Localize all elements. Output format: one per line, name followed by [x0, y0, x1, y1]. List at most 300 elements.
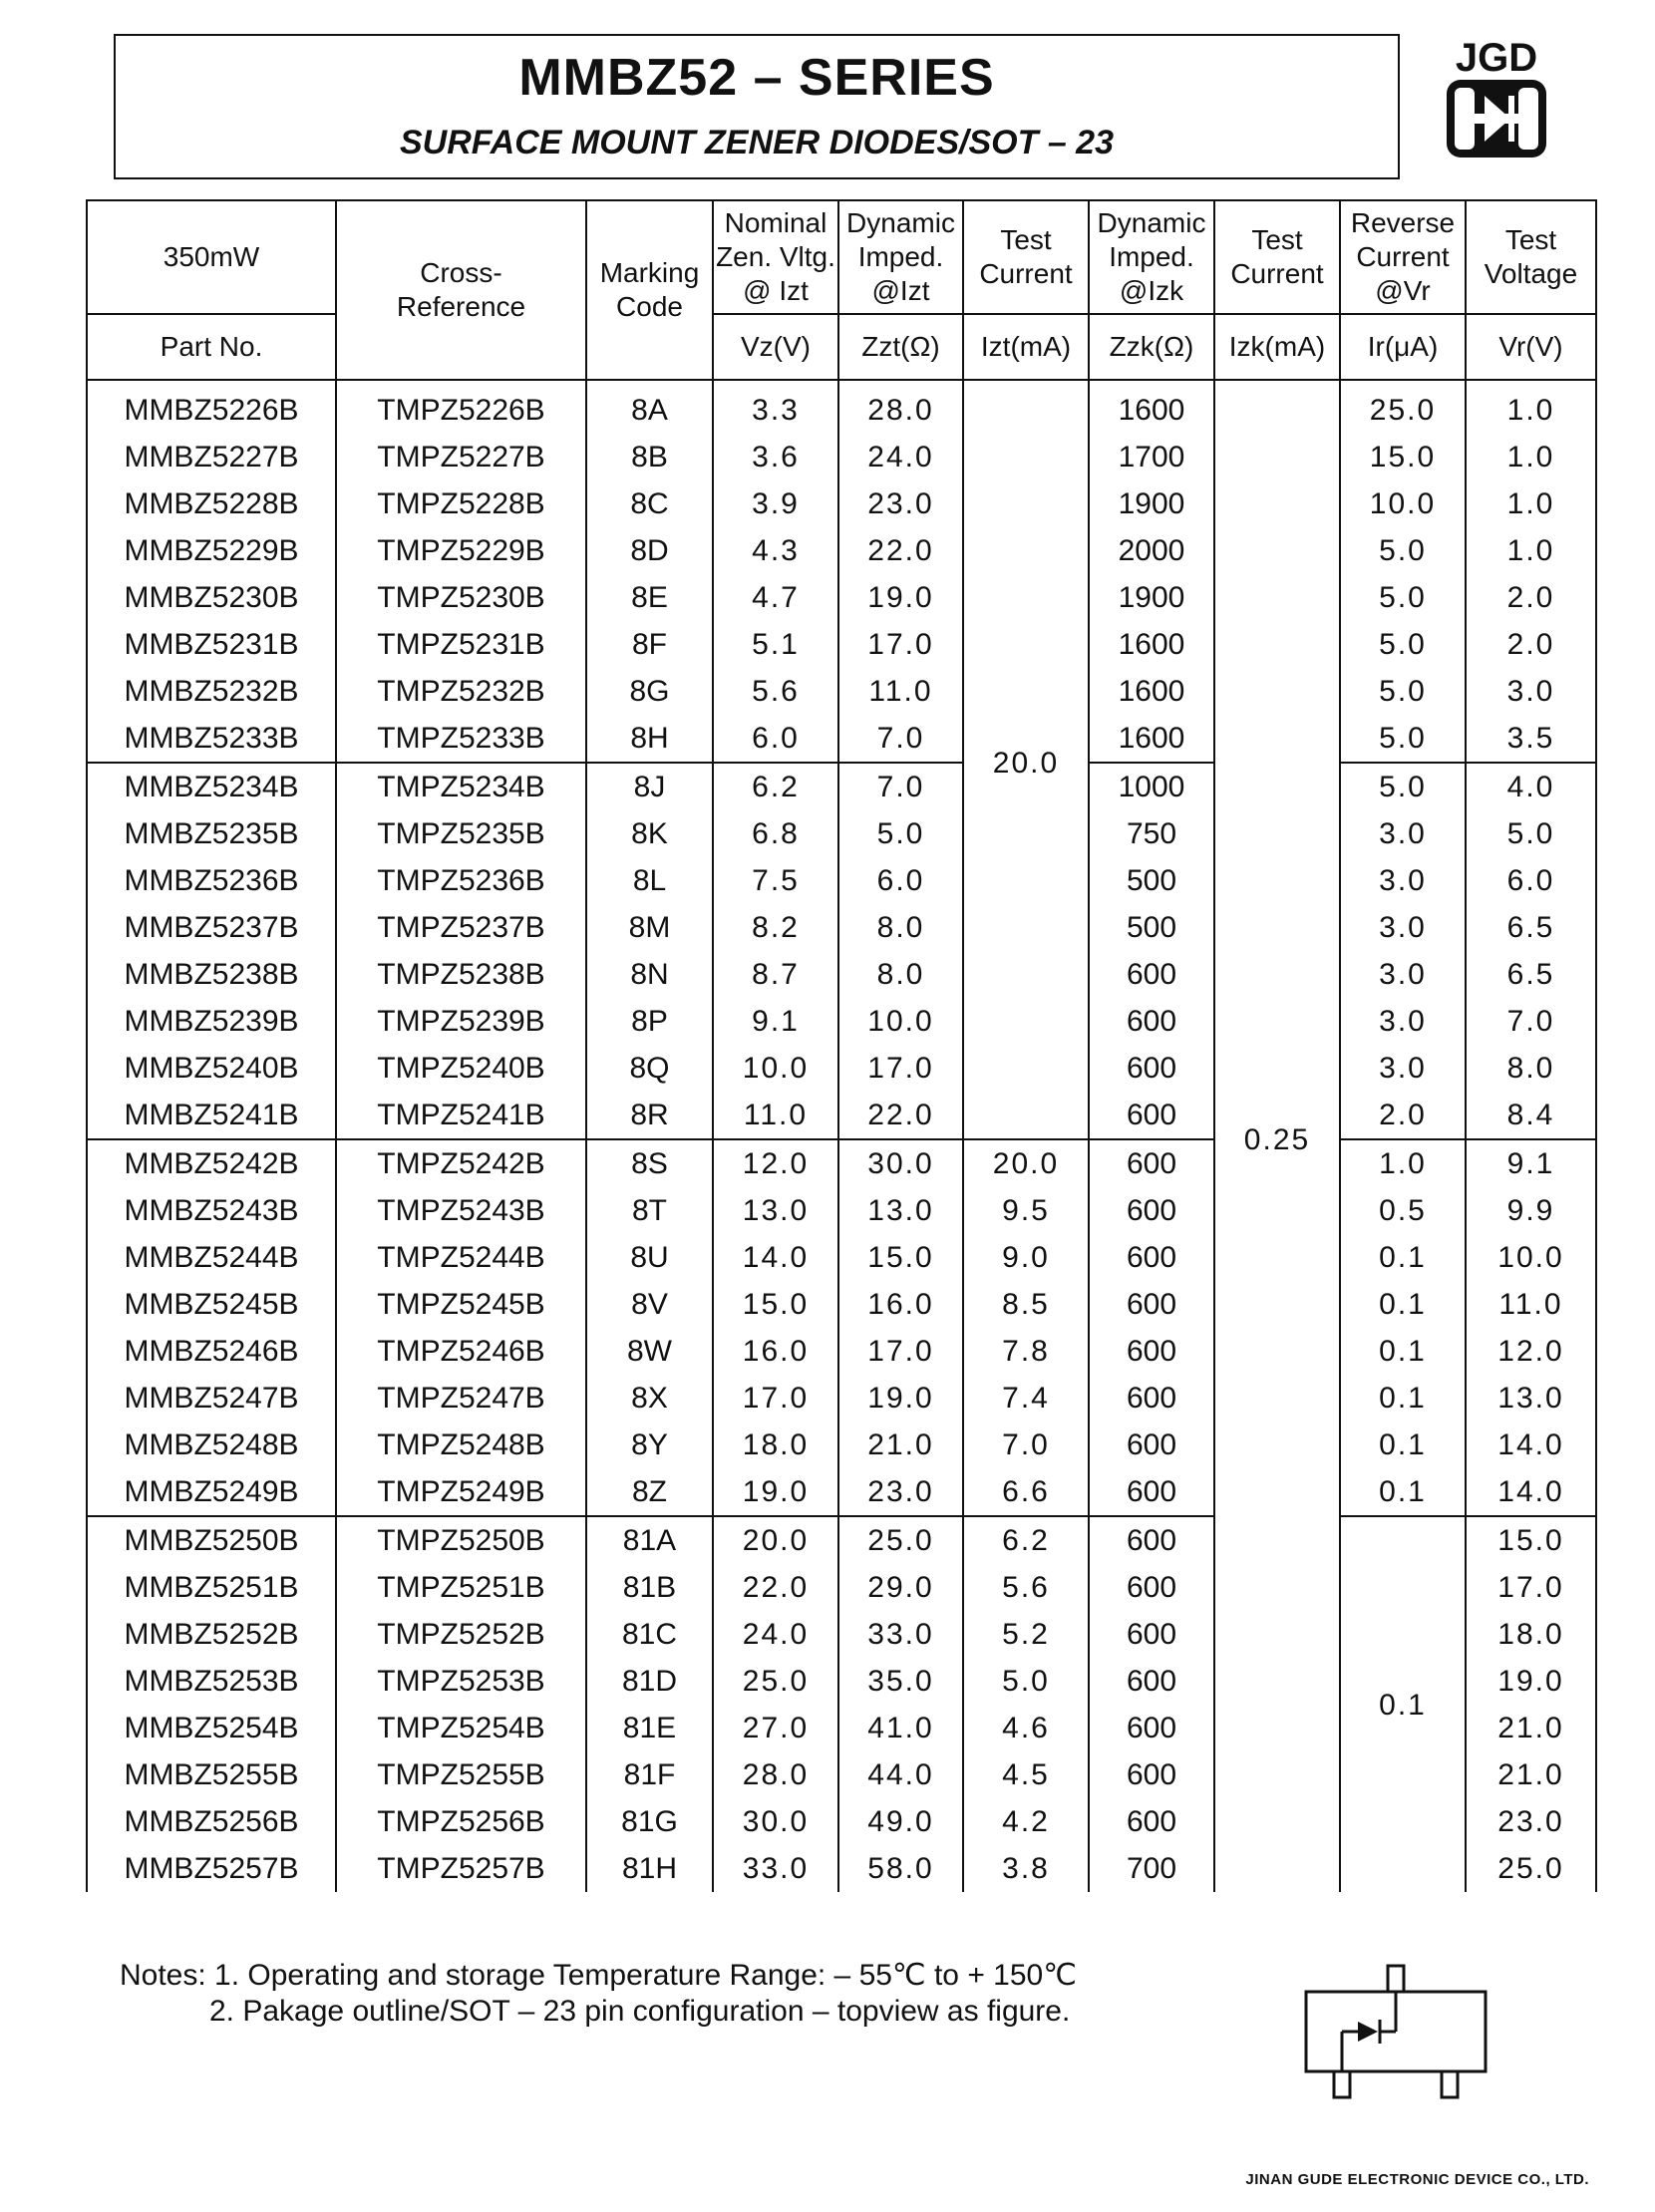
cell-part-no: MMBZ5235B — [87, 810, 336, 857]
cell-vr: 2.0 — [1466, 574, 1596, 621]
cell-vz: 5.6 — [713, 668, 838, 715]
cell-zzt: 49.0 — [838, 1798, 963, 1845]
cell-izt: 9.0 — [963, 1234, 1089, 1281]
cell-zzt: 19.0 — [838, 1375, 963, 1422]
cell-vr: 25.0 — [1466, 1845, 1596, 1892]
header-nominal-voltage: Nominal Zen. Vltg. @ Izt — [713, 200, 838, 314]
diode-logo-icon — [1447, 80, 1546, 158]
note-2: 2. Pakage outline/SOT – 23 pin configuration – topview as figure. — [209, 1995, 1071, 2028]
cell-vz: 28.0 — [713, 1751, 838, 1798]
cell-marking-code: 81A — [586, 1516, 713, 1564]
cell-part-no: MMBZ5241B — [87, 1092, 336, 1139]
cell-vr: 19.0 — [1466, 1658, 1596, 1705]
cell-zzt: 13.0 — [838, 1187, 963, 1234]
table-row — [87, 380, 1596, 434]
header-test-current-izt: Test Current — [963, 200, 1089, 314]
cell-zzt: 58.0 — [838, 1845, 963, 1892]
cell-cross-reference: TMPZ5247B — [336, 1375, 586, 1422]
cell-marking-code: 8V — [586, 1281, 713, 1328]
cell-ir: 5.0 — [1340, 621, 1466, 668]
cell-izt: 9.5 — [963, 1187, 1089, 1234]
cell-zzt: 16.0 — [838, 1281, 963, 1328]
cell-ir: 0.5 — [1340, 1187, 1466, 1234]
cell-marking-code: 8W — [586, 1328, 713, 1375]
cell-zzt: 44.0 — [838, 1751, 963, 1798]
cell-zzt: 17.0 — [838, 1328, 963, 1375]
cell-izk-merged: 0.25 — [1214, 380, 1340, 1892]
cell-marking-code: 8Z — [586, 1468, 713, 1516]
spec-table-body — [87, 380, 1596, 1892]
unit-vz: Vz(V) — [713, 314, 838, 380]
cell-zzk: 600 — [1089, 998, 1214, 1045]
cell-zzk: 1900 — [1089, 480, 1214, 527]
cell-marking-code: 8M — [586, 904, 713, 951]
cell-zzt: 41.0 — [838, 1705, 963, 1751]
cell-zzk: 600 — [1089, 1422, 1214, 1468]
cell-cross-reference: TMPZ5227B — [336, 434, 586, 480]
cell-vz: 27.0 — [713, 1705, 838, 1751]
cell-zzk: 600 — [1089, 1375, 1214, 1422]
cell-zzt: 25.0 — [838, 1516, 963, 1564]
table-row — [87, 1516, 1596, 1564]
cell-izt: 6.2 — [963, 1516, 1089, 1564]
cell-vr: 21.0 — [1466, 1751, 1596, 1798]
cell-ir: 3.0 — [1340, 951, 1466, 998]
cell-zzk: 600 — [1089, 1751, 1214, 1798]
notes — [120, 1958, 1077, 2030]
cell-cross-reference: TMPZ5245B — [336, 1281, 586, 1328]
cell-marking-code: 8B — [586, 434, 713, 480]
cell-vr: 3.0 — [1466, 668, 1596, 715]
cell-ir: 5.0 — [1340, 527, 1466, 574]
table-row — [87, 668, 1596, 715]
cell-zzt: 11.0 — [838, 668, 963, 715]
cell-zzt: 7.0 — [838, 763, 963, 810]
cell-cross-reference: TMPZ5230B — [336, 574, 586, 621]
cell-vr: 9.9 — [1466, 1187, 1596, 1234]
cell-cross-reference: TMPZ5239B — [336, 998, 586, 1045]
cell-ir: 5.0 — [1340, 763, 1466, 810]
cell-marking-code: 8C — [586, 480, 713, 527]
cell-vr: 7.0 — [1466, 998, 1596, 1045]
table-row — [87, 1328, 1596, 1375]
cell-marking-code: 81D — [586, 1658, 713, 1705]
cell-cross-reference: TMPZ5235B — [336, 810, 586, 857]
cell-vr: 8.4 — [1466, 1092, 1596, 1139]
cell-cross-reference: TMPZ5248B — [336, 1422, 586, 1468]
cell-part-no: MMBZ5250B — [87, 1516, 336, 1564]
cell-zzk: 600 — [1089, 1187, 1214, 1234]
cell-cross-reference: TMPZ5255B — [336, 1751, 586, 1798]
cell-ir: 3.0 — [1340, 810, 1466, 857]
cell-zzt: 22.0 — [838, 527, 963, 574]
cell-part-no: MMBZ5243B — [87, 1187, 336, 1234]
cell-cross-reference: TMPZ5253B — [336, 1658, 586, 1705]
title-box — [114, 34, 1400, 179]
cell-vz: 8.7 — [713, 951, 838, 998]
cell-vz: 15.0 — [713, 1281, 838, 1328]
cell-part-no: MMBZ5231B — [87, 621, 336, 668]
unit-izt: Izt(mA) — [963, 314, 1089, 380]
header-cross-reference: Cross- Reference — [336, 200, 586, 380]
cell-vz: 7.5 — [713, 857, 838, 904]
cell-marking-code: 81B — [586, 1564, 713, 1611]
cell-izt-merged: 20.0 — [963, 380, 1089, 1139]
cell-part-no: MMBZ5234B — [87, 763, 336, 810]
cell-zzk: 1700 — [1089, 434, 1214, 480]
cell-zzk: 1600 — [1089, 668, 1214, 715]
cell-part-no: MMBZ5237B — [87, 904, 336, 951]
cell-zzk: 600 — [1089, 1092, 1214, 1139]
cell-part-no: MMBZ5226B — [87, 380, 336, 434]
cell-cross-reference: TMPZ5254B — [336, 1705, 586, 1751]
table-row — [87, 1422, 1596, 1468]
cell-ir: 0.1 — [1340, 1281, 1466, 1328]
cell-vr: 1.0 — [1466, 434, 1596, 480]
cell-marking-code: 8L — [586, 857, 713, 904]
cell-zzt: 22.0 — [838, 1092, 963, 1139]
cell-zzk: 600 — [1089, 1658, 1214, 1705]
cell-marking-code: 8P — [586, 998, 713, 1045]
cell-marking-code: 8A — [586, 380, 713, 434]
table-row — [87, 857, 1596, 904]
cell-zzt: 5.0 — [838, 810, 963, 857]
cell-zzk: 1000 — [1089, 763, 1214, 810]
cell-part-no: MMBZ5228B — [87, 480, 336, 527]
cell-vz: 30.0 — [713, 1798, 838, 1845]
cell-zzk: 600 — [1089, 1281, 1214, 1328]
cell-ir: 15.0 — [1340, 434, 1466, 480]
cell-zzt: 17.0 — [838, 621, 963, 668]
cell-vr: 21.0 — [1466, 1705, 1596, 1751]
cell-ir: 25.0 — [1340, 380, 1466, 434]
unit-zzt: Zzt(Ω) — [838, 314, 963, 380]
cell-part-no: MMBZ5245B — [87, 1281, 336, 1328]
cell-vr: 1.0 — [1466, 380, 1596, 434]
cell-zzt: 15.0 — [838, 1234, 963, 1281]
cell-cross-reference: TMPZ5257B — [336, 1845, 586, 1892]
company-logo — [1442, 38, 1551, 159]
cell-marking-code: 8Q — [586, 1045, 713, 1092]
cell-izt: 3.8 — [963, 1845, 1089, 1892]
cell-vz: 19.0 — [713, 1468, 838, 1516]
cell-vz: 25.0 — [713, 1658, 838, 1705]
cell-part-no: MMBZ5233B — [87, 715, 336, 763]
cell-zzk: 750 — [1089, 810, 1214, 857]
cell-part-no: MMBZ5252B — [87, 1611, 336, 1658]
table-row — [87, 715, 1596, 763]
cell-zzt: 33.0 — [838, 1611, 963, 1658]
cell-vr: 6.5 — [1466, 951, 1596, 998]
cell-part-no: MMBZ5236B — [87, 857, 336, 904]
cell-zzk: 600 — [1089, 951, 1214, 998]
cell-zzt: 30.0 — [838, 1139, 963, 1187]
header-part-no: Part No. — [87, 314, 336, 380]
cell-part-no: MMBZ5230B — [87, 574, 336, 621]
cell-cross-reference: TMPZ5232B — [336, 668, 586, 715]
cell-vz: 6.0 — [713, 715, 838, 763]
cell-cross-reference: TMPZ5237B — [336, 904, 586, 951]
cell-vr: 17.0 — [1466, 1564, 1596, 1611]
cell-zzt: 21.0 — [838, 1422, 963, 1468]
cell-marking-code: 81E — [586, 1705, 713, 1751]
cell-marking-code: 8S — [586, 1139, 713, 1187]
cell-vz: 20.0 — [713, 1516, 838, 1564]
cell-cross-reference: TMPZ5252B — [336, 1611, 586, 1658]
cell-vz: 8.2 — [713, 904, 838, 951]
cell-vr: 6.5 — [1466, 904, 1596, 951]
unit-ir: Ir(μA) — [1340, 314, 1466, 380]
cell-vr: 5.0 — [1466, 810, 1596, 857]
cell-izt: 7.8 — [963, 1328, 1089, 1375]
cell-vz: 14.0 — [713, 1234, 838, 1281]
cell-zzt: 35.0 — [838, 1658, 963, 1705]
cell-zzt: 6.0 — [838, 857, 963, 904]
table-row — [87, 1281, 1596, 1328]
cell-ir: 5.0 — [1340, 715, 1466, 763]
cell-vr: 14.0 — [1466, 1468, 1596, 1516]
cell-cross-reference: TMPZ5256B — [336, 1798, 586, 1845]
cell-zzk: 600 — [1089, 1798, 1214, 1845]
cell-part-no: MMBZ5257B — [87, 1845, 336, 1892]
cell-zzk: 600 — [1089, 1045, 1214, 1092]
cell-part-no: MMBZ5240B — [87, 1045, 336, 1092]
spec-table — [86, 199, 1597, 1892]
cell-zzk: 700 — [1089, 1845, 1214, 1892]
cell-marking-code: 8T — [586, 1187, 713, 1234]
cell-vr: 11.0 — [1466, 1281, 1596, 1328]
cell-marking-code: 81G — [586, 1798, 713, 1845]
company-name: JINAN GUDE ELECTRONIC DEVICE CO., LTD. — [1245, 2171, 1589, 2188]
cell-vz: 10.0 — [713, 1045, 838, 1092]
cell-part-no: MMBZ5246B — [87, 1328, 336, 1375]
cell-vr: 10.0 — [1466, 1234, 1596, 1281]
cell-izt: 5.0 — [963, 1658, 1089, 1705]
cell-ir: 1.0 — [1340, 1139, 1466, 1187]
cell-zzk: 600 — [1089, 1611, 1214, 1658]
cell-ir-merged: 0.1 — [1340, 1516, 1466, 1892]
cell-ir: 0.1 — [1340, 1468, 1466, 1516]
cell-ir: 5.0 — [1340, 574, 1466, 621]
cell-cross-reference: TMPZ5229B — [336, 527, 586, 574]
cell-vz: 11.0 — [713, 1092, 838, 1139]
cell-zzk: 600 — [1089, 1234, 1214, 1281]
table-row — [87, 621, 1596, 668]
cell-vz: 13.0 — [713, 1187, 838, 1234]
header-dynamic-imped-izt: Dynamic Imped. @Izt — [838, 200, 963, 314]
cell-zzt: 23.0 — [838, 1468, 963, 1516]
cell-cross-reference: TMPZ5246B — [336, 1328, 586, 1375]
header-power: 350mW — [87, 200, 336, 314]
cell-cross-reference: TMPZ5238B — [336, 951, 586, 998]
header-dynamic-imped-izk: Dynamic Imped. @Izk — [1089, 200, 1214, 314]
cell-marking-code: 8E — [586, 574, 713, 621]
cell-part-no: MMBZ5242B — [87, 1139, 336, 1187]
cell-cross-reference: TMPZ5251B — [336, 1564, 586, 1611]
cell-zzk: 600 — [1089, 1516, 1214, 1564]
cell-ir: 0.1 — [1340, 1375, 1466, 1422]
cell-zzt: 28.0 — [838, 380, 963, 434]
unit-zzk: Zzk(Ω) — [1089, 314, 1214, 380]
header-test-current-izk: Test Current — [1214, 200, 1340, 314]
table-row — [87, 904, 1596, 951]
cell-part-no: MMBZ5254B — [87, 1705, 336, 1751]
cell-cross-reference: TMPZ5242B — [336, 1139, 586, 1187]
header-test-voltage: Test Voltage — [1466, 200, 1596, 314]
cell-vz: 17.0 — [713, 1375, 838, 1422]
cell-marking-code: 8K — [586, 810, 713, 857]
cell-izt: 7.0 — [963, 1422, 1089, 1468]
cell-vr: 18.0 — [1466, 1611, 1596, 1658]
cell-vr: 9.1 — [1466, 1139, 1596, 1187]
cell-cross-reference: TMPZ5234B — [336, 763, 586, 810]
cell-part-no: MMBZ5255B — [87, 1751, 336, 1798]
cell-izt: 7.4 — [963, 1375, 1089, 1422]
cell-marking-code: 8F — [586, 621, 713, 668]
cell-marking-code: 8Y — [586, 1422, 713, 1468]
cell-cross-reference: TMPZ5226B — [336, 380, 586, 434]
cell-vr: 14.0 — [1466, 1422, 1596, 1468]
cell-izt: 6.6 — [963, 1468, 1089, 1516]
logo-text: JGD — [1455, 36, 1538, 80]
cell-vr: 2.0 — [1466, 621, 1596, 668]
cell-izt: 5.6 — [963, 1564, 1089, 1611]
cell-marking-code: 81C — [586, 1611, 713, 1658]
cell-zzt: 29.0 — [838, 1564, 963, 1611]
cell-vr: 23.0 — [1466, 1798, 1596, 1845]
cell-ir: 5.0 — [1340, 668, 1466, 715]
table-row — [87, 480, 1596, 527]
cell-izt: 4.5 — [963, 1751, 1089, 1798]
cell-vr: 1.0 — [1466, 527, 1596, 574]
cell-zzk: 600 — [1089, 1328, 1214, 1375]
cell-zzt: 7.0 — [838, 715, 963, 763]
cell-vz: 33.0 — [713, 1845, 838, 1892]
cell-cross-reference: TMPZ5241B — [336, 1092, 586, 1139]
cell-izt: 8.5 — [963, 1281, 1089, 1328]
cell-part-no: MMBZ5256B — [87, 1798, 336, 1845]
cell-vz: 6.8 — [713, 810, 838, 857]
cell-vr: 3.5 — [1466, 715, 1596, 763]
page-title: MMBZ52 – SERIES — [518, 49, 995, 107]
cell-vz: 16.0 — [713, 1328, 838, 1375]
cell-vz: 18.0 — [713, 1422, 838, 1468]
cell-vz: 3.3 — [713, 380, 838, 434]
table-row — [87, 574, 1596, 621]
cell-ir: 0.1 — [1340, 1328, 1466, 1375]
cell-vz: 5.1 — [713, 621, 838, 668]
cell-vz: 6.2 — [713, 763, 838, 810]
cell-cross-reference: TMPZ5236B — [336, 857, 586, 904]
table-row — [87, 1187, 1596, 1234]
cell-cross-reference: TMPZ5244B — [336, 1234, 586, 1281]
cell-vr: 12.0 — [1466, 1328, 1596, 1375]
cell-cross-reference: TMPZ5250B — [336, 1516, 586, 1564]
cell-cross-reference: TMPZ5243B — [336, 1187, 586, 1234]
cell-marking-code: 8R — [586, 1092, 713, 1139]
cell-ir: 3.0 — [1340, 857, 1466, 904]
cell-marking-code: 8G — [586, 668, 713, 715]
cell-zzk: 1600 — [1089, 715, 1214, 763]
cell-vz: 22.0 — [713, 1564, 838, 1611]
cell-zzt: 17.0 — [838, 1045, 963, 1092]
cell-zzk: 500 — [1089, 857, 1214, 904]
cell-vr: 1.0 — [1466, 480, 1596, 527]
table-row — [87, 1139, 1596, 1187]
page-subtitle: SURFACE MOUNT ZENER DIODES/SOT – 23 — [400, 124, 1114, 161]
cell-vr: 8.0 — [1466, 1045, 1596, 1092]
table-row — [87, 1092, 1596, 1139]
cell-part-no: MMBZ5253B — [87, 1658, 336, 1705]
table-row — [87, 1234, 1596, 1281]
cell-cross-reference: TMPZ5228B — [336, 480, 586, 527]
cell-marking-code: 8U — [586, 1234, 713, 1281]
cell-marking-code: 81H — [586, 1845, 713, 1892]
cell-izt: 20.0 — [963, 1139, 1089, 1187]
cell-ir: 3.0 — [1340, 904, 1466, 951]
table-row — [87, 1045, 1596, 1092]
cell-part-no: MMBZ5232B — [87, 668, 336, 715]
cell-ir: 3.0 — [1340, 1045, 1466, 1092]
cell-vr: 4.0 — [1466, 763, 1596, 810]
cell-vz: 24.0 — [713, 1611, 838, 1658]
cell-zzk: 600 — [1089, 1564, 1214, 1611]
cell-zzk: 2000 — [1089, 527, 1214, 574]
cell-izt: 4.2 — [963, 1798, 1089, 1845]
cell-part-no: MMBZ5251B — [87, 1564, 336, 1611]
cell-zzk: 600 — [1089, 1139, 1214, 1187]
table-row — [87, 1375, 1596, 1422]
cell-part-no: MMBZ5244B — [87, 1234, 336, 1281]
cell-zzk: 600 — [1089, 1705, 1214, 1751]
cell-part-no: MMBZ5227B — [87, 434, 336, 480]
cell-zzt: 24.0 — [838, 434, 963, 480]
cell-marking-code: 8J — [586, 763, 713, 810]
cell-vr: 15.0 — [1466, 1516, 1596, 1564]
cell-zzt: 10.0 — [838, 998, 963, 1045]
cell-zzt: 8.0 — [838, 904, 963, 951]
table-row — [87, 998, 1596, 1045]
cell-part-no: MMBZ5247B — [87, 1375, 336, 1422]
table-row — [87, 763, 1596, 810]
cell-marking-code: 8D — [586, 527, 713, 574]
cell-zzt: 19.0 — [838, 574, 963, 621]
cell-vz: 3.6 — [713, 434, 838, 480]
sot23-pinout-icon — [1296, 1952, 1495, 2111]
cell-marking-code: 8H — [586, 715, 713, 763]
cell-zzt: 8.0 — [838, 951, 963, 998]
cell-part-no: MMBZ5239B — [87, 998, 336, 1045]
table-row — [87, 527, 1596, 574]
cell-marking-code: 81F — [586, 1751, 713, 1798]
note-1: Notes: 1. Operating and storage Temperature Range: – 55℃ to + 150℃ — [120, 1959, 1077, 1992]
cell-marking-code: 8X — [586, 1375, 713, 1422]
cell-vr: 13.0 — [1466, 1375, 1596, 1422]
cell-vr: 6.0 — [1466, 857, 1596, 904]
cell-ir: 0.1 — [1340, 1422, 1466, 1468]
cell-ir: 0.1 — [1340, 1234, 1466, 1281]
cell-cross-reference: TMPZ5240B — [336, 1045, 586, 1092]
cell-ir: 3.0 — [1340, 998, 1466, 1045]
cell-zzk: 1900 — [1089, 574, 1214, 621]
cell-part-no: MMBZ5238B — [87, 951, 336, 998]
cell-part-no: MMBZ5229B — [87, 527, 336, 574]
cell-izt: 4.6 — [963, 1705, 1089, 1751]
cell-zzt: 23.0 — [838, 480, 963, 527]
header-reverse-current: Reverse Current @Vr — [1340, 200, 1466, 314]
cell-part-no: MMBZ5248B — [87, 1422, 336, 1468]
cell-izt: 5.2 — [963, 1611, 1089, 1658]
